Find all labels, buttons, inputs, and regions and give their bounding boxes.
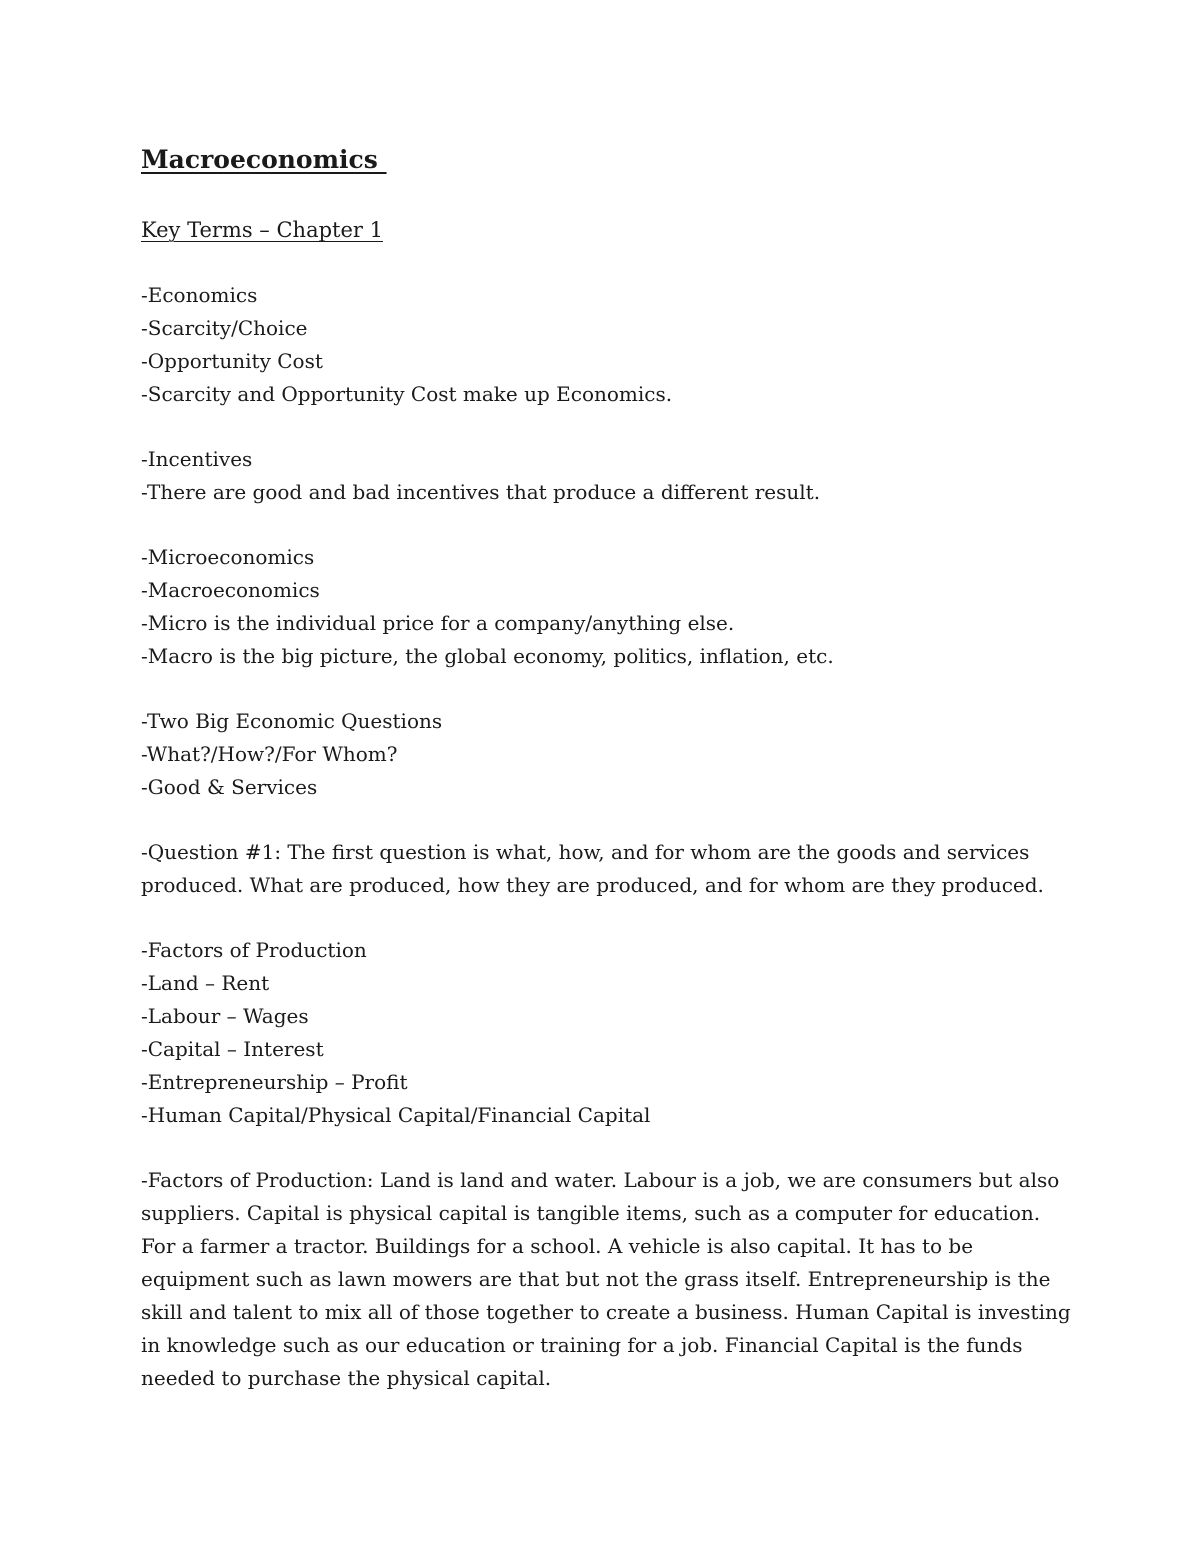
term-line: -Scarcity and Opportunity Cost make up Economics.	[141, 382, 673, 406]
term-line: -Factors of Production	[141, 938, 367, 962]
document-title: Macroeconomics	[141, 145, 387, 174]
term-line: -Microeconomics	[141, 545, 315, 569]
term-line: -Labour – Wages	[141, 1004, 309, 1028]
term-line: -Macroeconomics	[141, 578, 320, 602]
term-line: -Two Big Economic Questions	[141, 709, 443, 733]
terms-block-incentives	[141, 443, 1071, 509]
question-paragraph: -Question #1: The first question is what, how, and for whom are the goods and services produced. What are produced, how they are produced, and for whom are they produced.	[141, 840, 1044, 897]
term-line: -Opportunity Cost	[141, 349, 323, 373]
term-line: -Entrepreneurship – Profit	[141, 1070, 408, 1094]
factors-paragraph: -Factors of Production: Land is land and water. Labour is a job, we are consumers but also suppliers. Capital is physical capital is tangible items, such as a computer for education. For a farmer a tractor. Buildings for a school. A vehicle is also capital. It has to be equipment such as lawn mowers are that but not the grass itself. Entrepreneurship is the skill and talent to mix all of those together to create a business. Human Capital is investing in knowledge such as our education or training for a job. Financial Capital is the funds needed to purchase the physical capital.	[141, 1168, 1071, 1390]
terms-block-micro-macro	[141, 541, 1071, 673]
term-line: -Micro is the individual price for a company/anything else.	[141, 611, 735, 635]
term-line: -Good & Services	[141, 775, 318, 799]
term-line: -Incentives	[141, 447, 253, 471]
term-line: -Capital – Interest	[141, 1037, 324, 1061]
term-line: -There are good and bad incentives that produce a different result.	[141, 480, 821, 504]
section-heading: Key Terms – Chapter 1	[141, 218, 383, 242]
terms-block-factors	[141, 934, 1071, 1132]
terms-block-basics	[141, 279, 1071, 411]
factors-paragraph-block	[141, 1164, 1071, 1395]
term-line: -What?/How?/For Whom?	[141, 742, 398, 766]
question-paragraph-block	[141, 836, 1071, 902]
term-line: -Economics	[141, 283, 258, 307]
term-line: -Scarcity/Choice	[141, 316, 308, 340]
term-line: -Land – Rent	[141, 971, 270, 995]
term-line: -Human Capital/Physical Capital/Financial Capital	[141, 1103, 651, 1127]
terms-block-questions	[141, 705, 1071, 804]
term-line: -Macro is the big picture, the global economy, politics, inflation, etc.	[141, 644, 834, 668]
document-content	[141, 138, 1071, 1395]
